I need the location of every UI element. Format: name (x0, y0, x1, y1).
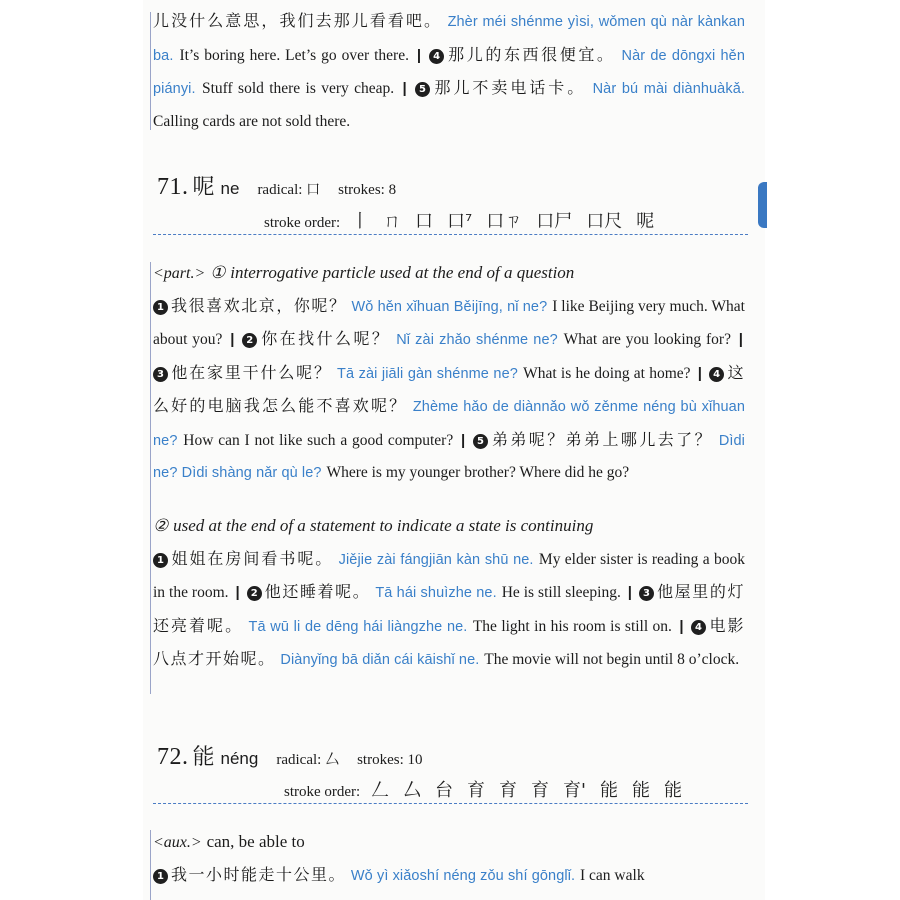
separator: | (416, 46, 422, 64)
example-number-3: 3 (639, 586, 654, 601)
example-pinyin: Nàr bú mài diànhuàkǎ. (592, 81, 745, 97)
example-chinese: 他在家里干什么呢？ (171, 362, 332, 382)
dictionary-page (143, 0, 765, 900)
sense-number: ② (153, 516, 169, 535)
example-number-4: 4 (429, 49, 444, 64)
example-chinese: 你在找什么呢？ (260, 329, 391, 348)
example-number-1: 1 (153, 300, 168, 315)
stroke-step: 育 (530, 780, 549, 801)
example-english: It’s boring here. Let’s go over there. (179, 46, 409, 64)
strokes-value: 10 (407, 752, 423, 768)
entry-number: 71. (157, 174, 189, 200)
margin-rule-bottom (150, 830, 151, 900)
stroke-step: 厶 (402, 780, 421, 801)
entry-pinyin: néng (220, 749, 259, 768)
stroke-step: 呢 (636, 211, 655, 232)
example-chinese: 他还睡着呢。 (264, 582, 371, 601)
example-chinese: 弟弟呢？弟弟上哪儿去了？ (491, 429, 714, 449)
entry-71-stroke-order (264, 207, 661, 233)
entry-divider (153, 803, 748, 804)
example-pinyin: Dìdi ne? Dìdi shàng nǎr qù le? (153, 432, 745, 481)
sense-definition: interrogative particle used at the end of a question (230, 263, 575, 282)
stroke-step: 𠃋 (370, 780, 389, 801)
example-number-1: 1 (153, 553, 168, 568)
example-pinyin: Wǒ hěn xǐhuan Běijīng, nǐ ne? (351, 298, 548, 315)
stroke-step: 丨 (350, 211, 369, 232)
example-number-5: 5 (473, 434, 488, 449)
example-pinyin: Wǒ yì xiǎoshí néng zǒu shí gōnglǐ. (350, 867, 576, 884)
radical-value: 厶 (325, 752, 340, 768)
example-number-5: 5 (415, 82, 430, 97)
example-english: Where is my younger brother? Where did he go? (326, 464, 630, 481)
separator: | (697, 364, 702, 382)
example-chinese: 他屋里的灯还亮着呢。 (153, 582, 745, 635)
entry-pinyin: ne (220, 179, 240, 198)
example-number-3: 3 (153, 367, 168, 382)
stroke-step: 育' (562, 780, 586, 801)
example-chinese: 我一小时能走十公里。 (171, 864, 347, 884)
part-of-speech: <part.> (153, 265, 206, 282)
separator: | (230, 331, 235, 348)
part-of-speech: <aux.> (153, 834, 202, 851)
example-pinyin: Jiějie zài fángjiān kàn shū ne. (338, 551, 534, 568)
example-english: How can I not like such a good computer? (183, 431, 454, 449)
separator: | (627, 584, 632, 601)
example-pinyin: Tā hái shuìzhe ne. (375, 585, 497, 601)
example-pinyin: Zhèr méi shénme yìsi, wǒmen qù nàr kànkan ba. (153, 14, 745, 64)
separator: | (461, 431, 466, 449)
example-chinese: 儿没什么意思，我们去那儿看看吧。 (153, 11, 443, 30)
entry-70-continuation (153, 5, 745, 137)
example-english: My elder sister is reading a book in the room. (153, 550, 745, 601)
example-english: The light in his room is still on. (472, 617, 672, 635)
stroke-order-label: stroke order: (284, 784, 361, 800)
entry-71-sense-2 (153, 510, 745, 677)
radical-label: radical: (276, 752, 322, 768)
example-english: I like Beijing very much. What about you? (153, 297, 745, 348)
example-chinese: 那儿的东西很便宜。 (447, 44, 616, 64)
sense-definition: can, be able to (206, 832, 305, 851)
example-pinyin: Nàr de dōngxi hěn piányi. (153, 47, 745, 97)
margin-rule-middle (150, 262, 151, 694)
example-chinese: 电影八点才开始呢。 (153, 615, 745, 668)
separator: | (402, 80, 407, 97)
stroke-step: 能 (599, 780, 618, 801)
example-english: Stuff sold there is very cheap. (201, 80, 395, 97)
entry-71-sense-1 (153, 257, 745, 490)
stroke-step: 口尸 (536, 211, 573, 232)
stroke-step: 口⁷ (446, 211, 473, 232)
separator: | (738, 331, 743, 348)
entry-72-sense-1 (153, 826, 745, 892)
stroke-step: 台 (434, 780, 453, 801)
example-number-4: 4 (691, 620, 706, 635)
stroke-step: 口ㄗ (486, 211, 523, 232)
separator: | (235, 584, 240, 601)
stroke-step: 能 (663, 780, 682, 801)
strokes-value: 8 (388, 182, 397, 198)
example-english: The movie will not begin until 8 o’clock. (484, 651, 740, 668)
entry-number: 72. (157, 744, 189, 770)
entry-character: 呢 (192, 175, 215, 200)
margin-rule-top (150, 12, 151, 130)
example-chinese: 那儿不卖电话卡。 (433, 78, 587, 97)
example-english: Calling cards are not sold there. (153, 112, 351, 130)
entry-divider (153, 234, 748, 235)
example-number-2: 2 (242, 333, 257, 348)
entry-72-header (157, 740, 423, 771)
example-number-1: 1 (153, 869, 168, 884)
example-pinyin: Tā zài jiāli gàn shénme ne? (337, 365, 518, 382)
example-english: What is he doing at home? (523, 364, 691, 382)
example-number-2: 2 (247, 586, 262, 601)
example-pinyin: Zhème hǎo de diànnǎo wǒ zěnme néng bù xǐhuan ne? (153, 399, 745, 449)
example-pinyin: Tā wū li de dēng hái liàngzhe ne. (248, 618, 468, 635)
strokes-label: strokes: (338, 182, 385, 198)
example-chinese: 我很喜欢北京，你呢？ (171, 295, 347, 315)
entry-character: 能 (192, 745, 215, 770)
stroke-step: 口尺 (586, 211, 623, 232)
example-pinyin: Diànyǐng bā diǎn cái kāishǐ ne. (280, 652, 480, 668)
example-pinyin: Nǐ zài zhǎo shénme ne? (396, 332, 558, 348)
example-english: He is still sleeping. (501, 584, 621, 601)
separator: | (679, 617, 684, 635)
strokes-label: strokes: (357, 752, 404, 768)
stroke-order-label: stroke order: (264, 215, 341, 231)
sense-number: ① (210, 263, 226, 282)
stroke-step: 口 (414, 211, 433, 232)
entry-72-stroke-order (284, 776, 689, 802)
entry-71-header (157, 170, 396, 201)
example-chinese: 这么好的电脑我怎么能不喜欢呢？ (153, 362, 745, 415)
page-edge-tab (758, 182, 767, 228)
sense-definition: used at the end of a statement to indicate a state is continuing (173, 516, 594, 535)
stroke-step: 能 (631, 780, 650, 801)
stroke-step: 育 (498, 780, 517, 801)
example-number-4: 4 (709, 367, 724, 382)
radical-value: 口 (306, 182, 321, 198)
example-english: What are you looking for? (563, 331, 731, 348)
radical-label: radical: (257, 182, 303, 198)
example-english: I can walk (580, 866, 645, 884)
stroke-step: ㄇ (382, 211, 401, 232)
example-chinese: 姐姐在房间看书呢。 (171, 548, 334, 568)
stroke-step: 育 (466, 780, 485, 801)
